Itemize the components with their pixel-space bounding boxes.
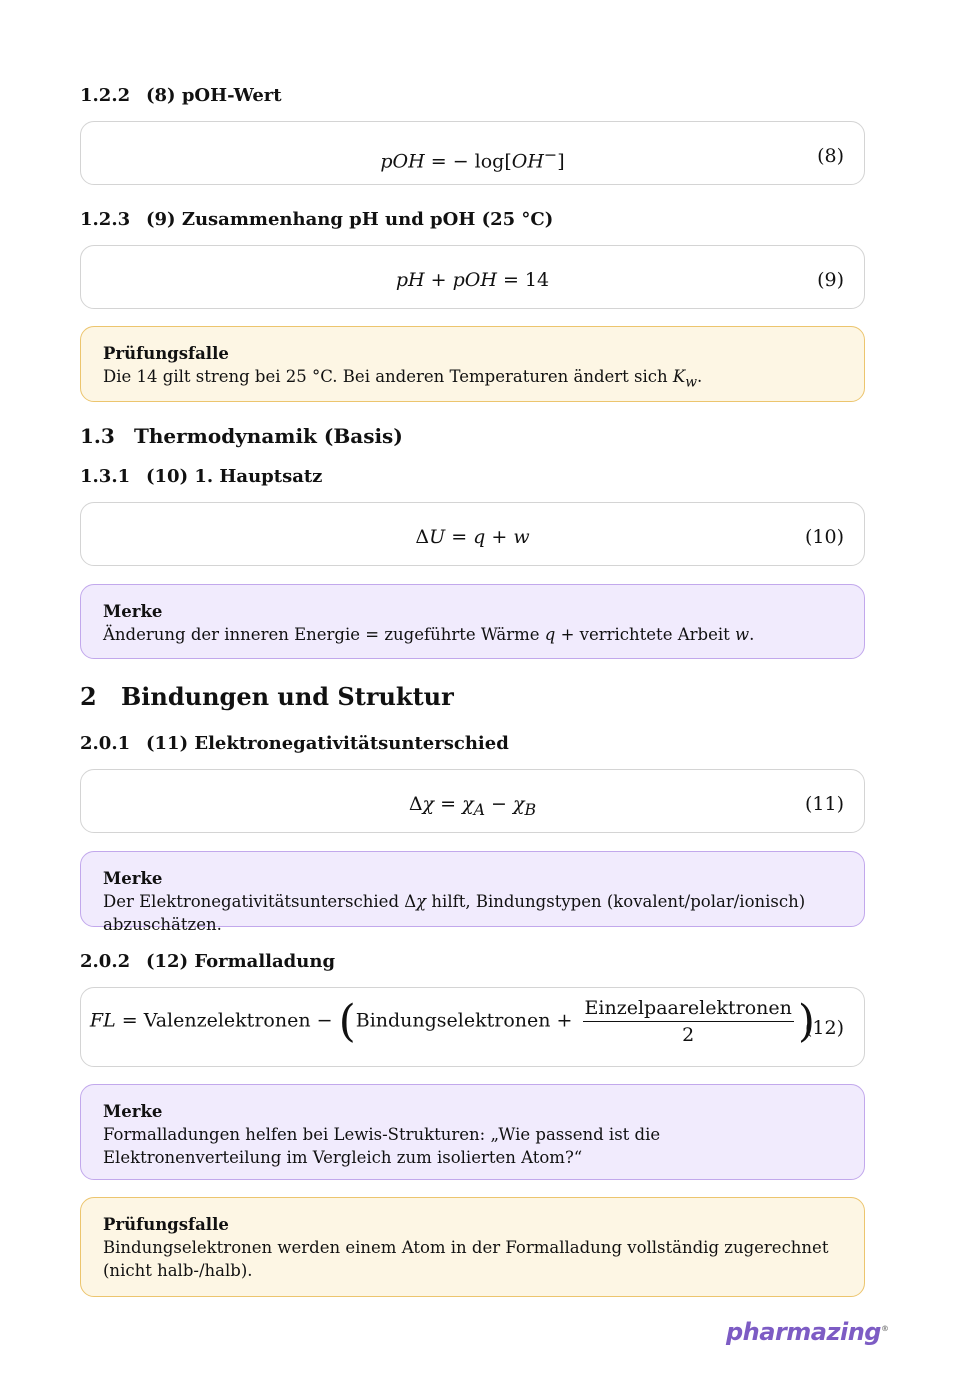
equation-9: pH + pOH = 14 <box>395 269 550 291</box>
left-paren: ( <box>338 996 356 1047</box>
remember-note <box>80 851 865 934</box>
section-number: 2.0.2 <box>80 951 131 972</box>
equation-number: (10) <box>804 526 844 548</box>
equation-box-10 <box>80 502 865 566</box>
chapter-heading-2 <box>80 682 454 711</box>
pharmazing-logo <box>726 1318 888 1346</box>
section-number: 2.0.1 <box>80 733 131 754</box>
section-heading-1-3-1 <box>80 466 322 487</box>
equation-11: $\Delta\chi = \chi_A - \chi_B$ <box>408 793 537 819</box>
note-text: Änderung der inneren Energie = zugeführte Wärme q + verrichtete Arbeit w. <box>103 625 755 644</box>
right-paren: ) <box>797 996 816 1047</box>
equation-box-9 <box>80 245 865 309</box>
section-number: 1.3.1 <box>80 466 131 487</box>
exam-trap-note <box>80 326 865 402</box>
bonding-term: Bindungselektronen <box>355 1009 551 1032</box>
equation-box-8 <box>80 121 865 185</box>
equation-number: (11) <box>804 793 844 815</box>
section-title: Thermodynamik (Basis) <box>134 424 403 448</box>
exam-trap-note <box>80 1197 865 1297</box>
note-title: Merke <box>103 869 163 888</box>
section-title: (12) Formalladung <box>146 951 336 972</box>
equation-number: (8) <box>817 145 844 167</box>
section-heading-1-3 <box>80 424 403 448</box>
note-title: Merke <box>103 1102 163 1121</box>
note-text: Der Elektronegativitätsunterschied Δχ hilft, Bindungstypen (kovalent/polar/ionisch) abzuschätzen. <box>103 892 806 934</box>
note-title: Prüfungsfalle <box>103 344 229 363</box>
section-title: (11) Elektronegativitätsunterschied <box>146 733 509 754</box>
section-title: (10) 1. Hauptsatz <box>146 466 323 487</box>
remember-note <box>80 584 865 659</box>
section-title: (8) pOH-Wert <box>146 85 282 106</box>
fraction <box>583 997 794 1046</box>
equation-number: (12) <box>804 1017 844 1039</box>
note-text: Bindungselektronen werden einem Atom in der Formalladung vollständig zugerechnet (nicht halb-/halb). <box>103 1238 829 1280</box>
section-number: 1.2.2 <box>80 85 131 106</box>
chapter-number: 2 <box>80 682 97 711</box>
section-number: 1.3 <box>80 424 115 448</box>
fraction-denominator: 2 <box>682 1024 695 1046</box>
note-text: Formalladungen helfen bei Lewis-Strukturen: „Wie passend ist die Elektronenverteilung im Vergleich zum isolierten Atom?“ <box>103 1125 661 1167</box>
registered-mark: ® <box>880 1324 889 1333</box>
logo-text: pharmazing <box>726 1318 881 1346</box>
section-heading-1-2-2 <box>80 85 282 106</box>
remember-note <box>80 1084 865 1180</box>
note-text: Die 14 gilt streng bei 25 °C. Bei anderen Temperaturen ändert sich $K_w$. <box>103 367 703 391</box>
equation-box-11 <box>80 769 865 833</box>
fraction-numerator: Einzelpaarelektronen <box>583 997 794 1022</box>
equation-box-12 <box>80 987 865 1067</box>
section-title: (9) Zusammenhang pH und pOH (25 °C) <box>146 209 554 230</box>
chapter-title: Bindungen und Struktur <box>121 682 454 711</box>
section-heading-2-0-1 <box>80 733 509 754</box>
section-number: 1.2.3 <box>80 209 131 230</box>
equation-12: FL = Valenzelektronen − (Bindungselektronen + $\frac{\text{Einzelpaarelektronen}}{2}$ ) <box>89 996 816 1047</box>
valence-term: Valenzelektronen <box>143 1009 311 1032</box>
equation-number: (9) <box>817 269 844 291</box>
section-heading-1-2-3 <box>80 209 553 230</box>
equation-8: pOH = − log[OH−] <box>380 145 565 173</box>
section-heading-2-0-2 <box>80 951 335 972</box>
note-title: Merke <box>103 602 163 621</box>
note-title: Prüfungsfalle <box>103 1215 229 1234</box>
equation-10: ΔU = q + w <box>415 526 530 548</box>
